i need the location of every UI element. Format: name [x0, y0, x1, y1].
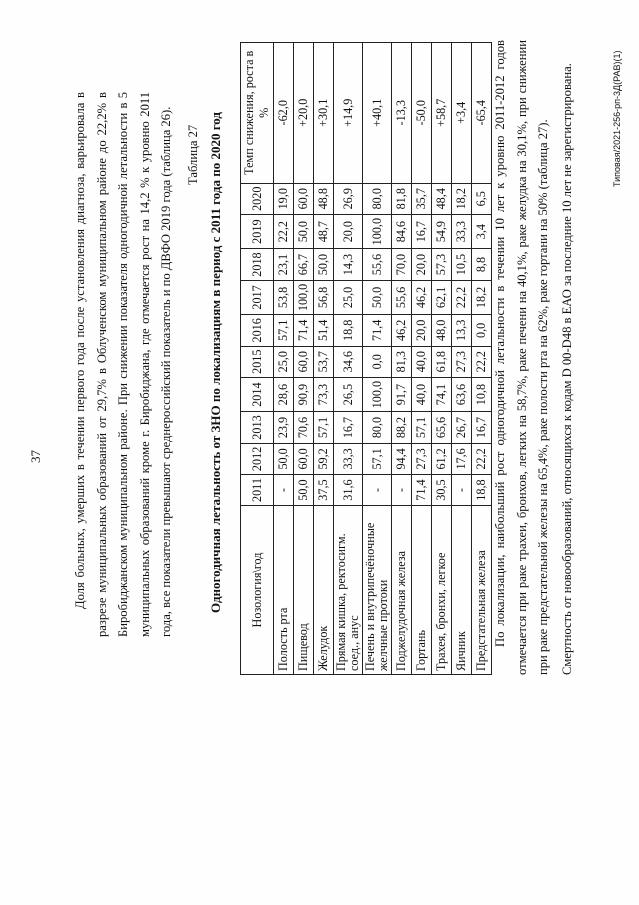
row-value-cell: 13,3	[452, 315, 472, 346]
row-value-cell: 50,0	[294, 475, 314, 506]
row-value-cell: 23,9	[274, 412, 294, 443]
intro-paragraph: Доля больных, умерших в течении первого года после установления диагноза, варьировала в разрезе муниципальных образований от 29,7% в Облученском муниципальном районе до 22,2% в Биробиджанском муниципальном районе. При снижении показателя одногодичной летальности в 5 муниципальных образований кроме г. Биробиджана, где отмечается рост на 14,2 % к уровню 2011 года, все показатели превышают среднероссийский показатель и по ДВФО 2019 года (таблица 26).	[73, 92, 174, 637]
row-value-cell: 31,6	[334, 475, 363, 506]
row-value-cell: 53,8	[274, 280, 294, 314]
row-value-cell: 70,0	[392, 249, 412, 280]
row-value-cell: 54,9	[432, 214, 452, 248]
row-value-cell: 66,7	[294, 249, 314, 280]
row-value-cell: 50,0	[274, 443, 294, 474]
header-year: 2013	[241, 412, 274, 443]
row-nosology-name: Полость рта	[274, 506, 294, 675]
row-value-cell: 14,3	[334, 249, 363, 280]
row-value-cell: 22,2	[452, 280, 472, 314]
row-rate-cell: -62,0	[274, 43, 294, 184]
header-year: 2017	[241, 280, 274, 314]
row-value-cell: 60,0	[294, 443, 314, 474]
row-value-cell: 61,8	[432, 346, 452, 377]
table-row	[363, 43, 392, 675]
header-year: 2020	[241, 183, 274, 214]
row-value-cell: 30,5	[432, 475, 452, 506]
row-nosology-name: Гортань	[412, 506, 432, 675]
row-value-cell: 53,7	[314, 346, 334, 377]
row-value-cell: 100,0	[363, 377, 392, 411]
header-year: 2014	[241, 377, 274, 411]
row-value-cell: 35,7	[412, 183, 432, 214]
row-value-cell: 48,0	[432, 315, 452, 346]
row-value-cell: 61,2	[432, 443, 452, 474]
row-value-cell: 63,6	[452, 377, 472, 411]
table-title: Одногодичная летальность от ЗНО по локализациям в период с 2011 года по 2020 год	[208, 112, 223, 613]
row-value-cell: 84,6	[392, 214, 412, 248]
row-nosology-name: Предстательная железа	[472, 506, 492, 675]
row-value-cell: 16,7	[334, 412, 363, 443]
row-rate-cell: +3,4	[452, 43, 472, 184]
row-value-cell: 46,2	[412, 280, 432, 314]
row-value-cell: 80,0	[363, 412, 392, 443]
table-row	[334, 43, 363, 675]
row-value-cell: 90,9	[294, 377, 314, 411]
row-value-cell: 48,8	[314, 183, 334, 214]
row-value-cell: 6,5	[472, 183, 492, 214]
row-value-cell: 71,4	[412, 475, 432, 506]
table-row	[472, 43, 492, 675]
table-row	[392, 43, 412, 675]
header-year: 2016	[241, 315, 274, 346]
table-row	[314, 43, 334, 675]
row-value-cell: 8,8	[472, 249, 492, 280]
row-value-cell: 94,4	[392, 443, 412, 474]
table-row	[294, 43, 314, 675]
row-value-cell: 10,8	[472, 377, 492, 411]
row-value-cell: 50,0	[314, 249, 334, 280]
row-value-cell: 71,4	[363, 315, 392, 346]
row-value-cell: -	[363, 475, 392, 506]
row-nosology-name: Прямая кишка, ректосигм. соед., анус	[334, 506, 363, 675]
note-paragraph: Смертность от новообразований, относящихся к кодам D 00-D48 в ЕАО за последние 10 лет не зарегистрирована.	[560, 63, 574, 675]
header-year: 2019	[241, 214, 274, 248]
row-value-cell: 50,0	[294, 214, 314, 248]
row-value-cell: 22,2	[472, 346, 492, 377]
row-value-cell: 55,6	[392, 280, 412, 314]
row-rate-cell: +20,0	[294, 43, 314, 184]
row-nosology-name: Трахея, бронхи, легкое	[432, 506, 452, 675]
row-rate-cell: +58,7	[432, 43, 452, 184]
row-nosology-name: Поджелудочная железа	[392, 506, 412, 675]
row-value-cell: 17,6	[452, 443, 472, 474]
row-value-cell: 3,4	[472, 214, 492, 248]
row-value-cell: -	[392, 475, 412, 506]
row-value-cell: 60,0	[294, 183, 314, 214]
row-value-cell: -	[274, 475, 294, 506]
row-value-cell: 16,7	[472, 412, 492, 443]
row-value-cell: 56,8	[314, 280, 334, 314]
row-value-cell: 18,8	[334, 315, 363, 346]
row-value-cell: 57,1	[274, 315, 294, 346]
row-rate-cell: +14,9	[334, 43, 363, 184]
header-year: 2011	[241, 475, 274, 506]
row-rate-cell: -50,0	[412, 43, 432, 184]
row-value-cell: 34,6	[334, 346, 363, 377]
row-rate-cell: +40,1	[363, 43, 392, 184]
table-row	[412, 43, 432, 675]
row-value-cell: 51,4	[314, 315, 334, 346]
row-value-cell: 57,3	[432, 249, 452, 280]
row-value-cell: 19,0	[274, 183, 294, 214]
row-value-cell: 50,0	[363, 280, 392, 314]
row-value-cell: 27,3	[452, 346, 472, 377]
row-value-cell: 26,7	[452, 412, 472, 443]
row-value-cell: 22,2	[472, 443, 492, 474]
row-value-cell: 71,4	[294, 315, 314, 346]
row-value-cell: 20,0	[334, 214, 363, 248]
row-value-cell: 27,3	[412, 443, 432, 474]
row-value-cell: 91,7	[392, 377, 412, 411]
row-value-cell: 81,8	[392, 183, 412, 214]
row-value-cell: 25,0	[274, 346, 294, 377]
row-nosology-name: Пищевод	[294, 506, 314, 675]
row-value-cell: 40,0	[412, 377, 432, 411]
document-footer-code: Типовая/2021-256-рп-3Д(РАВ)(1)	[612, 50, 622, 187]
row-value-cell: 22,2	[274, 214, 294, 248]
row-value-cell: 25,0	[334, 280, 363, 314]
row-value-cell: 0,0	[363, 346, 392, 377]
header-year: 2015	[241, 346, 274, 377]
row-value-cell: 62,1	[432, 280, 452, 314]
conclusion-paragraph: По локализации, наибольший рост одногодичной летальности в течении 10 лет к уровню 2011-2012 годов отмечается при раке трахеи, бронхов, легких на 58,7%, раке печени на 40,1%, раке желудка на 30,1%, при снижении при раке предстательной железы на 65,4%, раке полости рта на 62%, раке гортани на 50% (таблица 27).	[493, 40, 551, 675]
row-value-cell: 80,0	[363, 183, 392, 214]
row-value-cell: 57,1	[363, 443, 392, 474]
row-value-cell: 59,2	[314, 443, 334, 474]
row-value-cell: 18,2	[472, 280, 492, 314]
row-value-cell: 18,8	[472, 475, 492, 506]
row-value-cell: -	[452, 475, 472, 506]
header-year: 2018	[241, 249, 274, 280]
row-nosology-name: Желудок	[314, 506, 334, 675]
row-value-cell: 10,5	[452, 249, 472, 280]
row-value-cell: 48,7	[314, 214, 334, 248]
row-value-cell: 65,6	[432, 412, 452, 443]
row-value-cell: 60,0	[294, 346, 314, 377]
page-number: 37	[28, 450, 43, 463]
table-body	[274, 43, 492, 675]
row-value-cell: 100,0	[294, 280, 314, 314]
table-caption: Таблица 27	[186, 124, 200, 185]
row-value-cell: 0,0	[472, 315, 492, 346]
row-value-cell: 88,2	[392, 412, 412, 443]
row-rate-cell: +30,1	[314, 43, 334, 184]
mortality-table	[240, 42, 492, 675]
row-value-cell: 40,0	[412, 346, 432, 377]
table-header-row	[241, 43, 274, 675]
row-value-cell: 20,0	[412, 315, 432, 346]
row-value-cell: 23,1	[274, 249, 294, 280]
row-value-cell: 33,3	[334, 443, 363, 474]
header-year: 2012	[241, 443, 274, 474]
row-value-cell: 57,1	[314, 412, 334, 443]
row-value-cell: 16,7	[412, 214, 432, 248]
row-value-cell: 26,5	[334, 377, 363, 411]
row-value-cell: 74,1	[432, 377, 452, 411]
row-value-cell: 26,9	[334, 183, 363, 214]
table-row	[452, 43, 472, 675]
row-value-cell: 73,3	[314, 377, 334, 411]
row-value-cell: 20,0	[412, 249, 432, 280]
row-value-cell: 33,3	[452, 214, 472, 248]
row-value-cell: 100,0	[363, 214, 392, 248]
row-nosology-name: Яичник	[452, 506, 472, 675]
row-value-cell: 55,6	[363, 249, 392, 280]
table-row	[274, 43, 294, 675]
row-rate-cell: -13,3	[392, 43, 412, 184]
row-value-cell: 70,6	[294, 412, 314, 443]
row-value-cell: 46,2	[392, 315, 412, 346]
row-value-cell: 48,4	[432, 183, 452, 214]
header-nosology: Нозология\год	[241, 506, 274, 675]
row-value-cell: 57,1	[412, 412, 432, 443]
table-row	[432, 43, 452, 675]
row-value-cell: 81,3	[392, 346, 412, 377]
row-value-cell: 37,5	[314, 475, 334, 506]
row-rate-cell: -65,4	[472, 43, 492, 184]
row-value-cell: 28,6	[274, 377, 294, 411]
row-nosology-name: Печень и внутрипечёночные желчные протоки	[363, 506, 392, 675]
row-value-cell: 18,2	[452, 183, 472, 214]
header-rate: Темп снижения, роста в %	[241, 43, 274, 184]
